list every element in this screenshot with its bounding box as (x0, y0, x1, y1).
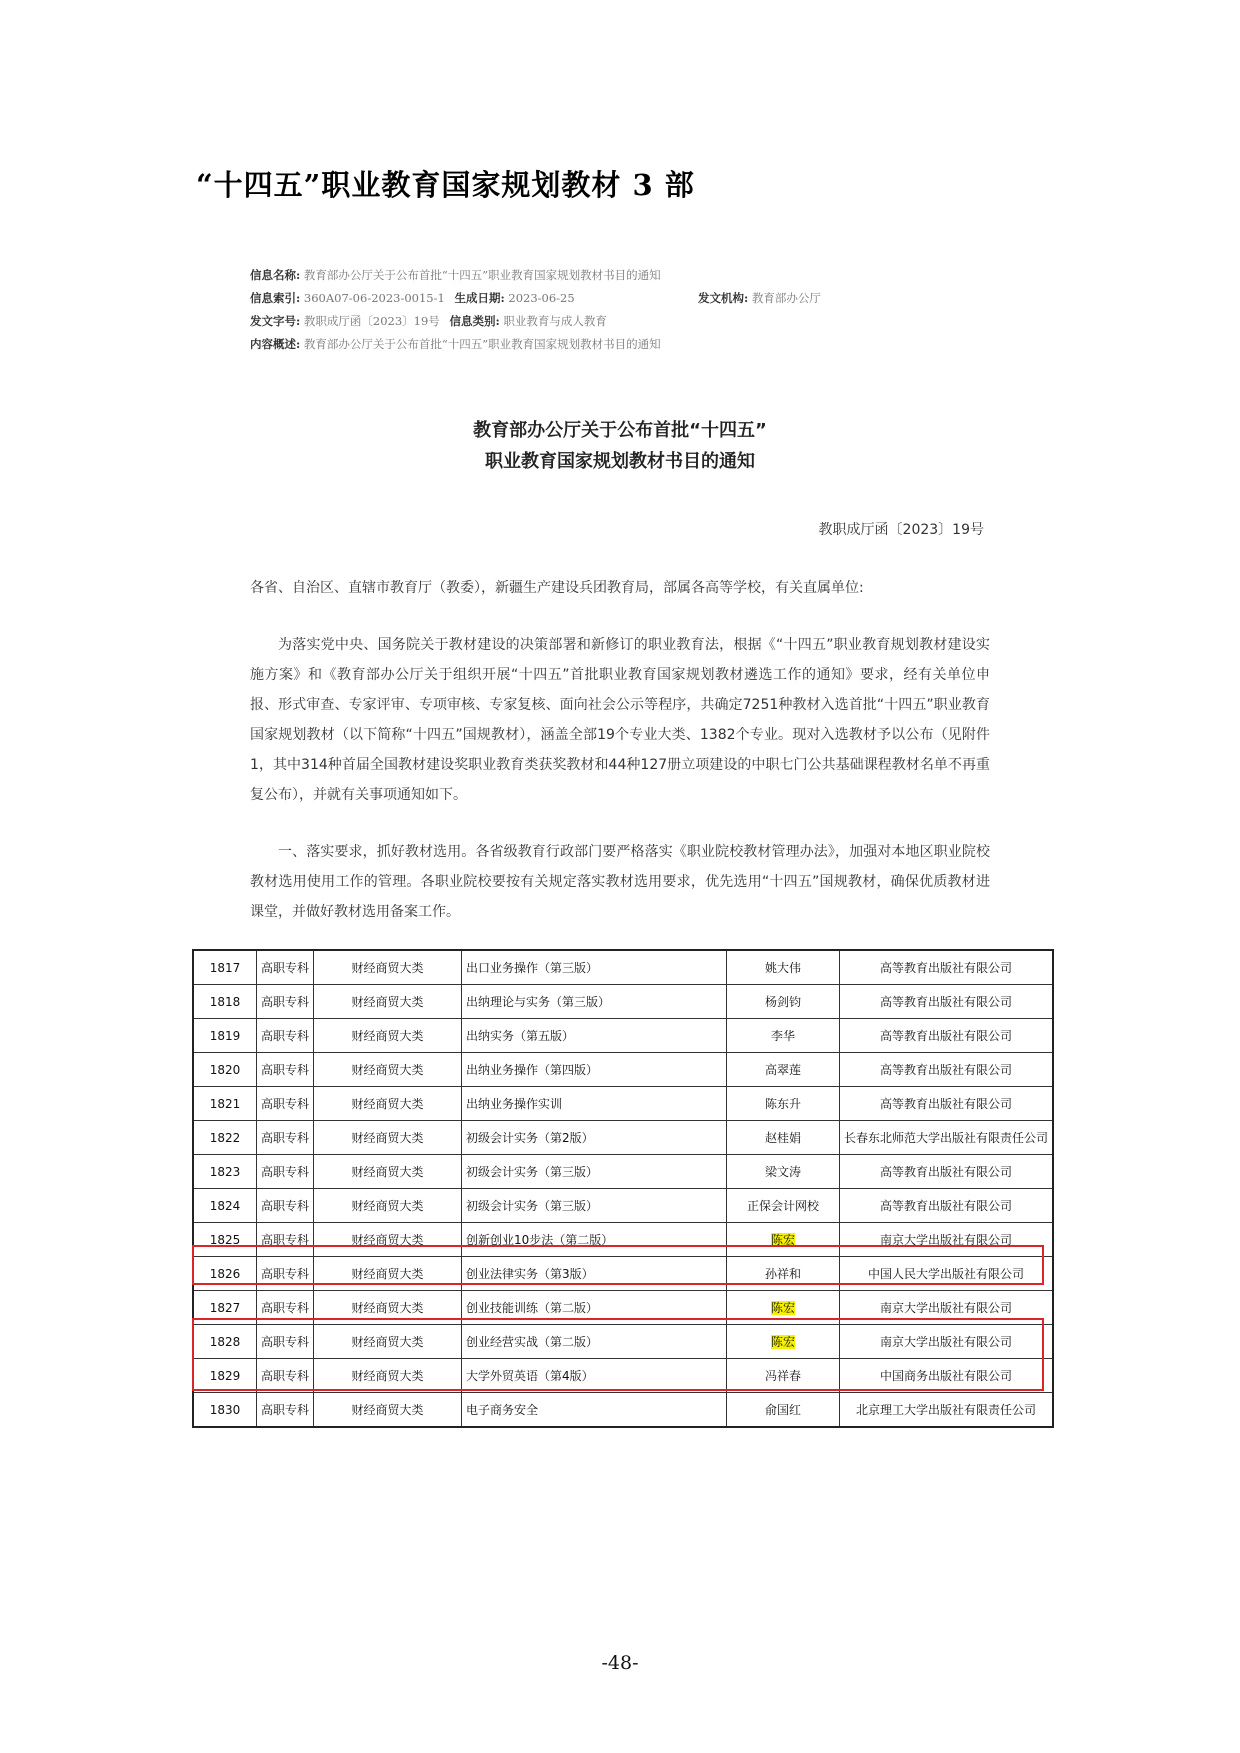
book-title-cell: 电子商务安全 (462, 1393, 727, 1428)
row-number-cell: 1821 (193, 1087, 257, 1121)
book-title-cell: 出纳理论与实务（第三版） (462, 985, 727, 1019)
book-title-cell: 出纳实务（第五版） (462, 1019, 727, 1053)
category-cell: 财经商贸大类 (314, 1155, 462, 1189)
level-cell: 高职专科 (257, 1019, 314, 1053)
meta-issuer-value: 教育部办公厅 (751, 291, 821, 305)
row-number-cell: 1829 (193, 1359, 257, 1393)
red-highlight-box-1827-1828 (192, 1318, 1044, 1391)
page-heading: “十四五”职业教育国家规划教材 3 部 (196, 168, 695, 202)
publisher-cell: 北京理工大学出版社有限责任公司 (840, 1393, 1054, 1428)
author-cell: 冯祥春 (727, 1359, 840, 1393)
meta-issuer (698, 287, 827, 310)
level-cell: 高职专科 (257, 1325, 314, 1359)
publisher-cell: 高等教育出版社有限公司 (840, 950, 1054, 985)
table-row (193, 1053, 1053, 1087)
meta-category-label: 信息类别: (449, 314, 500, 328)
category-cell: 财经商贸大类 (314, 1393, 462, 1428)
red-highlight-box-1825 (192, 1245, 1044, 1285)
category-cell: 财经商贸大类 (314, 1121, 462, 1155)
author-cell: 俞国红 (727, 1393, 840, 1428)
level-cell: 高职专科 (257, 1121, 314, 1155)
book-title-cell: 出口业务操作（第三版） (462, 950, 727, 985)
level-cell: 高职专科 (257, 985, 314, 1019)
publisher-cell: 高等教育出版社有限公司 (840, 1019, 1054, 1053)
paragraph-requirement: 一、落实要求，抓好教材选用。各省级教育行政部门要严格落实《职业院校教材管理办法》，加强对本地区职业院校教材选用使用工作的管理。各职业院校要按有关规定落实教材选用要求，优先选用“十四五”国规教材，确保优质教材进课堂，并做好教材选用备案工作。 (250, 844, 990, 920)
row-number-cell: 1820 (193, 1053, 257, 1087)
table-row (193, 1393, 1053, 1428)
highlighted-author: 陈宏 (771, 1233, 796, 1247)
row-number-cell: 1819 (193, 1019, 257, 1053)
meta-name-value: 教育部办公厅关于公布首批“十四五”职业教育国家规划教材书目的通知 (303, 268, 661, 282)
book-title-cell: 出纳业务操作（第四版） (462, 1053, 727, 1087)
row-number-cell: 1830 (193, 1393, 257, 1428)
meta-index-value: 360A07-06-2023-0015-1 (303, 291, 445, 305)
table-row (193, 1019, 1053, 1053)
level-cell: 高职专科 (257, 1291, 314, 1325)
book-title-cell: 创新创业10步法（第二版） (462, 1223, 727, 1257)
row-number-cell: 1828 (193, 1325, 257, 1359)
author-cell: 赵桂娟 (727, 1121, 840, 1155)
level-cell: 高职专科 (257, 1223, 314, 1257)
category-cell: 财经商贸大类 (314, 1223, 462, 1257)
author-cell: 孙祥和 (727, 1257, 840, 1291)
publisher-cell: 高等教育出版社有限公司 (840, 985, 1054, 1019)
publisher-cell: 中国人民大学出版社有限公司 (840, 1257, 1054, 1291)
book-title-cell: 创业法律实务（第3版） (462, 1257, 727, 1291)
category-cell: 财经商贸大类 (314, 1291, 462, 1325)
category-cell: 财经商贸大类 (314, 1359, 462, 1393)
author-cell: 梁文涛 (727, 1155, 840, 1189)
publisher-cell: 高等教育出版社有限公司 (840, 1087, 1054, 1121)
author-cell: 杨剑钧 (727, 985, 840, 1019)
paragraph-intro: 为落实党中央、国务院关于教材建设的决策部署和新修订的职业教育法，根据《“十四五”职业教育规划教材建设实施方案》和《教育部办公厅关于组织开展“十四五”首批职业教育国家规划教材遴选工作的通知》要求，经有关单位申报、形式审查、专家评审、专项审核、专家复核、面向社会公示等程序，共确定7251种教材入选首批“十四五”职业教育国家规划教材（以下简称“十四五”国规教材），涵盖全部19个专业大类、1382个专业。现对入选教材予以公布（见附件1，其中314种首届全国教材建设奖职业教育类获奖教材和44种127册立项建设的中职七门公共基础课程教材名单不再重复公布），并就有关事项通知如下。 (250, 637, 990, 803)
meta-docno-value: 教职成厅函〔2023〕19号 (303, 314, 440, 328)
book-title-cell: 出纳业务操作实训 (462, 1087, 727, 1121)
category-cell: 财经商贸大类 (314, 1019, 462, 1053)
table-row (193, 1155, 1053, 1189)
publisher-cell: 长春东北师范大学出版社有限责任公司 (840, 1121, 1054, 1155)
book-title-cell: 初级会计实务（第三版） (462, 1155, 727, 1189)
publisher-cell: 高等教育出版社有限公司 (840, 1189, 1054, 1223)
author-cell: 姚大伟 (727, 950, 840, 985)
info-meta-block (250, 264, 821, 356)
book-title-cell: 大学外贸英语（第4版） (462, 1359, 727, 1393)
row-number-cell: 1823 (193, 1155, 257, 1189)
meta-summary-label: 内容概述: (250, 337, 301, 351)
salutation: 各省、自治区、直辖市教育厅（教委），新疆生产建设兵团教育局，部属各高等学校，有关直属单位: (250, 580, 864, 596)
publisher-cell: 南京大学出版社有限公司 (840, 1325, 1054, 1359)
author-cell: 陈东升 (727, 1087, 840, 1121)
category-cell: 财经商贸大类 (314, 950, 462, 985)
meta-row-docno (250, 310, 667, 333)
row-number-cell: 1822 (193, 1121, 257, 1155)
page-number: -48- (601, 1652, 639, 1674)
meta-row-index (250, 287, 821, 310)
level-cell: 高职专科 (257, 1359, 314, 1393)
category-cell: 财经商贸大类 (314, 985, 462, 1019)
meta-row-summary (250, 333, 667, 356)
category-cell: 财经商贸大类 (314, 1189, 462, 1223)
level-cell: 高职专科 (257, 1393, 314, 1428)
highlighted-author: 陈宏 (771, 1301, 796, 1315)
book-title-cell: 初级会计实务（第三版） (462, 1189, 727, 1223)
meta-category-value: 职业教育与成人教育 (503, 314, 607, 328)
table-row (193, 985, 1053, 1019)
author-cell: 李华 (727, 1019, 840, 1053)
category-cell: 财经商贸大类 (314, 1257, 462, 1291)
meta-docno-label: 发文字号: (250, 314, 301, 328)
meta-summary-value: 教育部办公厅关于公布首批“十四五”职业教育国家规划教材书目的通知 (303, 337, 661, 351)
table-row (193, 1121, 1053, 1155)
level-cell: 高职专科 (257, 1087, 314, 1121)
meta-date-label: 生成日期: (454, 291, 505, 305)
notice-number: 教职成厅函〔2023〕19号 (818, 522, 984, 538)
row-number-cell: 1818 (193, 985, 257, 1019)
author-cell: 高翠莲 (727, 1053, 840, 1087)
publisher-cell: 高等教育出版社有限公司 (840, 1053, 1054, 1087)
row-number-cell: 1824 (193, 1189, 257, 1223)
level-cell: 高职专科 (257, 950, 314, 985)
row-number-cell: 1817 (193, 950, 257, 985)
meta-date-value: 2023-06-25 (508, 291, 575, 305)
category-cell: 财经商贸大类 (314, 1053, 462, 1087)
table-row (193, 1189, 1053, 1223)
category-cell: 财经商贸大类 (314, 1325, 462, 1359)
publisher-cell: 南京大学出版社有限公司 (840, 1291, 1054, 1325)
notice-title-line2: 职业教育国家规划教材书目的通知 (485, 451, 755, 472)
book-title-cell: 创业技能训练（第二版） (462, 1291, 727, 1325)
level-cell: 高职专科 (257, 1053, 314, 1087)
level-cell: 高职专科 (257, 1155, 314, 1189)
row-number-cell: 1826 (193, 1257, 257, 1291)
level-cell: 高职专科 (257, 1189, 314, 1223)
book-title-cell: 初级会计实务（第2版） (462, 1121, 727, 1155)
row-number-cell: 1825 (193, 1223, 257, 1257)
meta-row-name (250, 264, 667, 287)
meta-index-label: 信息索引: (250, 291, 301, 305)
meta-issuer-label: 发文机构: (698, 291, 749, 305)
table-row (193, 950, 1053, 985)
table-row (193, 1087, 1053, 1121)
publisher-cell: 南京大学出版社有限公司 (840, 1223, 1054, 1257)
notice-title-line1: 教育部办公厅关于公布首批“十四五” (473, 420, 767, 441)
highlighted-author: 陈宏 (771, 1335, 796, 1349)
publisher-cell: 高等教育出版社有限公司 (840, 1155, 1054, 1189)
meta-name-label: 信息名称: (250, 268, 301, 282)
author-cell: 正保会计网校 (727, 1189, 840, 1223)
category-cell: 财经商贸大类 (314, 1087, 462, 1121)
book-title-cell: 创业经营实战（第二版） (462, 1325, 727, 1359)
publisher-cell: 中国商务出版社有限公司 (840, 1359, 1054, 1393)
row-number-cell: 1827 (193, 1291, 257, 1325)
level-cell: 高职专科 (257, 1257, 314, 1291)
